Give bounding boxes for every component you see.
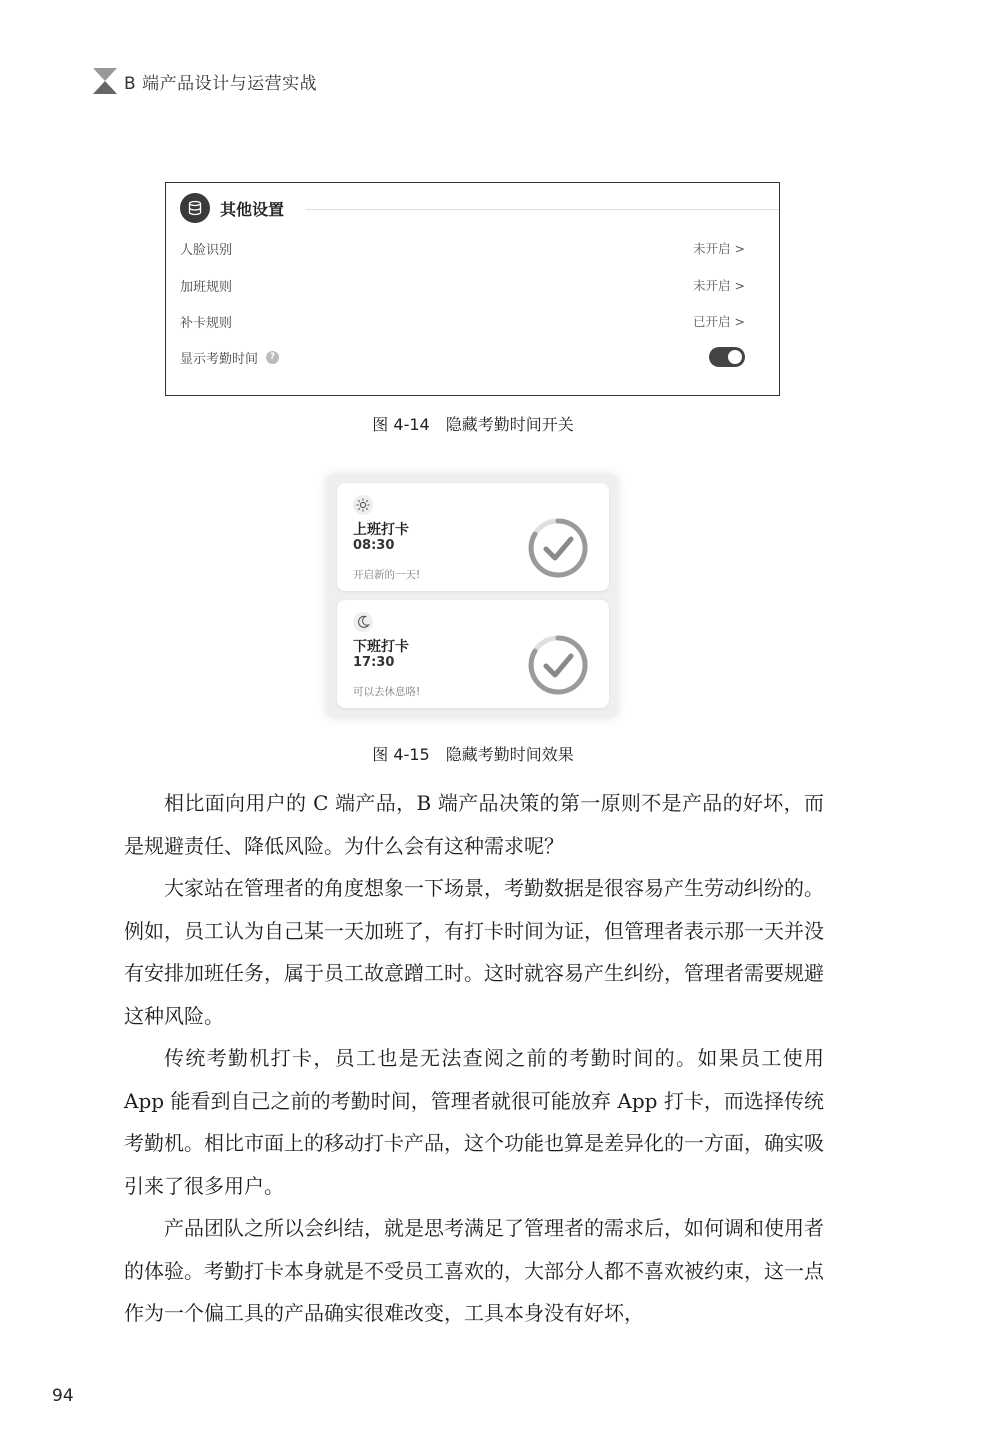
card-subtitle: 可以去休息咯! <box>353 686 421 698</box>
panel-title: 其他设置 <box>220 199 285 219</box>
figure-caption-4-14: 图 4-14 隐藏考勤时间开关 <box>372 415 574 434</box>
sun-icon <box>353 495 373 515</box>
paragraph: 传统考勤机打卡，员工也是无法查阅之前的考勤时间的。如果员工使用 App 能看到自己之前的考勤时间，管理者就很可能放弃 App 打卡，而选择传统考勤机。相比市面上的移动打卡产品，这个功能也算是差异化的一方面，确实吸引来了很多用户。 <box>124 1046 824 1198</box>
toggle-knob <box>728 350 742 364</box>
check-circle-icon <box>527 634 589 696</box>
database-icon <box>180 193 210 223</box>
setting-value[interactable]: 未开启 > <box>693 278 745 293</box>
clock-in-cards <box>326 474 618 718</box>
paragraph: 大家站在管理者的角度想象一下场景，考勤数据是很容易产生劳动纠纷的。例如，员工认为自己某一天加班了，有打卡时间为证，但管理者表示那一天并没有安排加班任务，属于员工故意蹭工时。这时就容易产生纠纷，管理者需要规避这种风险。 <box>124 876 824 1028</box>
running-header <box>92 66 317 96</box>
clock-out-card[interactable] <box>337 600 609 708</box>
setting-value[interactable]: 未开启 > <box>693 241 745 256</box>
question-icon[interactable]: ? <box>266 351 279 364</box>
figure-caption-4-15: 图 4-15 隐藏考勤时间效果 <box>372 745 574 764</box>
card-title: 下班打卡 <box>353 639 409 655</box>
paragraph: 相比面向用户的 C 端产品，B 端产品决策的第一原则不是产品的好坏，而是规避责任、降低风险。为什么会有这种需求呢？ <box>124 791 824 858</box>
card-title: 上班打卡 <box>353 522 409 538</box>
setting-row-face-recognition[interactable] <box>180 237 745 259</box>
divider <box>306 209 779 210</box>
setting-label: 加班规则 <box>180 279 233 295</box>
body-text <box>124 782 824 1335</box>
setting-label: 显示考勤时间 <box>180 351 259 367</box>
paragraph: 产品团队之所以会纠结，就是思考满足了管理者的需求后，如何调和使用者的体验。考勤打卡本身就是不受员工喜欢的，大部分人都不喜欢被约束，这一点作为一个偏工具的产品确实很难改变，工具本身没有好坏， <box>124 1216 824 1325</box>
check-circle-icon <box>527 517 589 579</box>
book-logo-icon <box>92 67 118 95</box>
other-settings-panel <box>165 182 780 396</box>
show-attendance-time-toggle[interactable] <box>709 347 745 367</box>
setting-row-makeup-punch-rules[interactable] <box>180 310 745 332</box>
moon-icon <box>353 612 373 632</box>
book-title: B 端产品设计与运营实战 <box>124 73 318 94</box>
setting-label: 补卡规则 <box>180 315 233 331</box>
card-time: 08:30 <box>353 538 395 553</box>
setting-label-wrap <box>180 348 279 367</box>
setting-row-show-attendance-time <box>180 346 745 368</box>
panel-header <box>180 193 284 223</box>
setting-label: 人脸识别 <box>180 242 233 258</box>
setting-row-overtime-rules[interactable] <box>180 274 745 296</box>
card-subtitle: 开启新的一天! <box>353 569 421 581</box>
setting-value[interactable]: 已开启 > <box>693 314 745 329</box>
page-number: 94 <box>52 1386 74 1406</box>
clock-in-card[interactable] <box>337 483 609 591</box>
card-time: 17:30 <box>353 655 395 670</box>
